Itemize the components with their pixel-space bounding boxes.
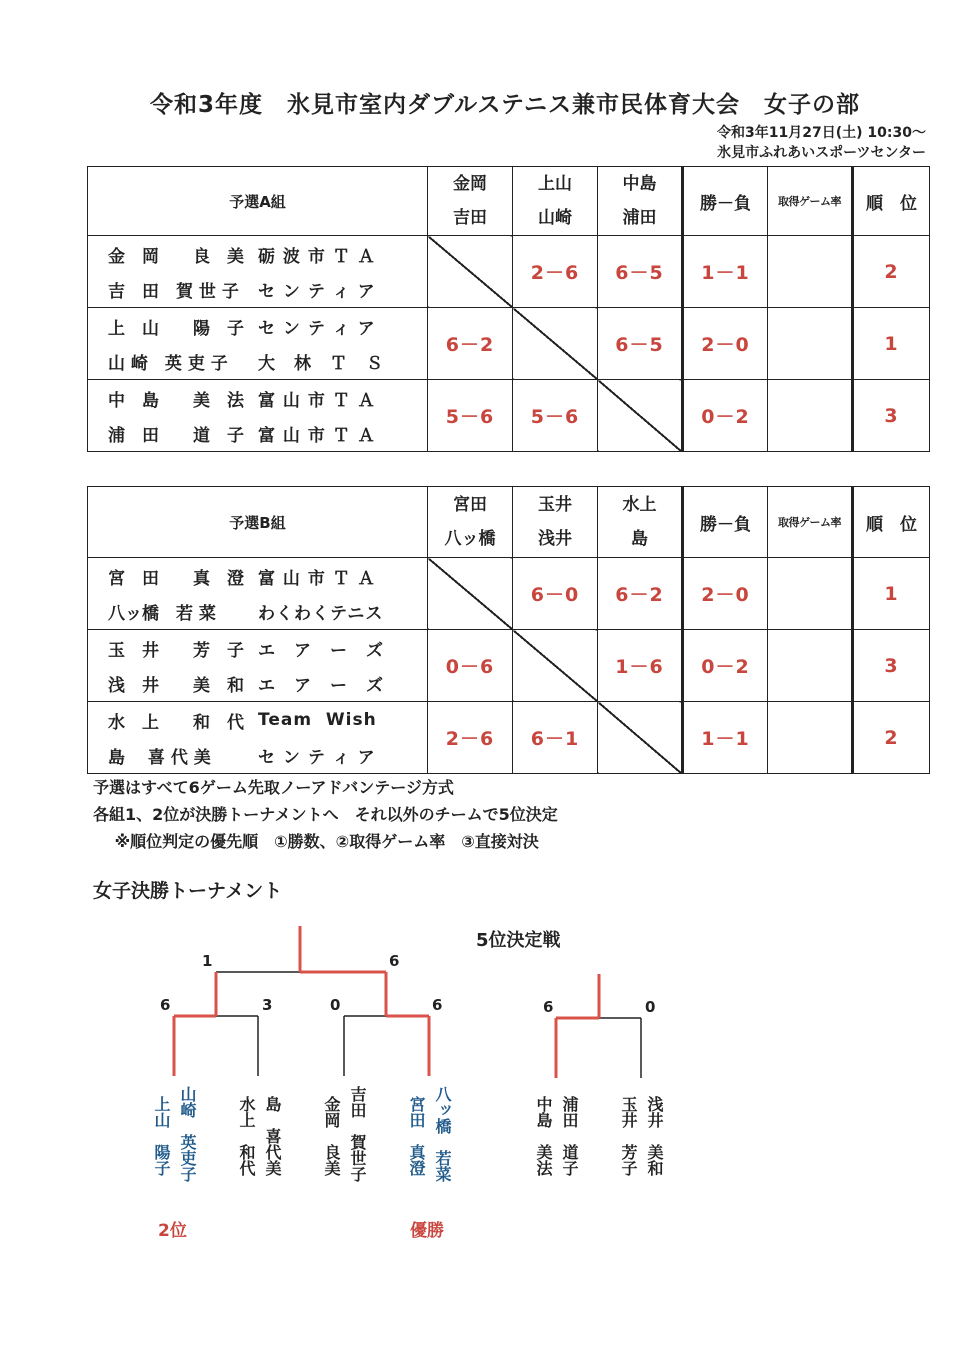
- game-rate-header: 取得ゲーム率: [768, 167, 853, 236]
- player-pair: 宮 田 真 澄 富 山 市 Ｔ Ａ 八ッ橋 若 菜 わくわくテニス: [88, 558, 428, 630]
- player-pair: 中 島 美 法 富 山 市 Ｔ Ａ 浦 田 道 子 富 山 市 Ｔ Ａ: [88, 380, 428, 452]
- player-pair: 玉 井 芳 子 エ ア ー ズ 浅 井 美 和 エ ア ー ズ: [88, 630, 428, 702]
- group-b-opponent-2: 玉井 浅井: [513, 487, 598, 558]
- score-cell: 1－6: [598, 630, 683, 702]
- rank-header: 順 位: [853, 167, 930, 236]
- final-score-right: 6: [389, 952, 400, 970]
- win-loss-header: 勝－負: [683, 487, 768, 558]
- entry-name: 山崎 英吏子: [178, 1086, 197, 1182]
- final-score-left: 1: [202, 952, 213, 970]
- score-cell: 2－6: [428, 702, 513, 774]
- win-loss-cell: 2－0: [683, 558, 768, 630]
- player-pair: 上 山 陽 子 セ ン テ ィ ア 山 崎 英 吏 子 大 林 Ｔ Ｓ: [88, 308, 428, 380]
- winner-label: 優勝: [410, 1221, 444, 1241]
- entry-name: 吉田 賀世子: [348, 1086, 367, 1182]
- entry-name: 金岡 良美: [322, 1096, 341, 1176]
- rule-note-2: 各組1、2位が決勝トーナメントへ それ以外のチームで5位決定: [93, 805, 558, 824]
- rank-cell: 1: [853, 308, 930, 380]
- score-cell: 6－2: [428, 308, 513, 380]
- entry-name: 水上 和代: [237, 1096, 256, 1176]
- group-b-label: 予選B組: [88, 487, 428, 558]
- tournament-title: 女子決勝トーナメント: [93, 880, 283, 902]
- win-loss-header: 勝－負: [683, 167, 768, 236]
- rank-cell: 2: [853, 702, 930, 774]
- win-loss-cell: 2－0: [683, 308, 768, 380]
- entry-name: 宮田 真澄: [407, 1096, 426, 1176]
- semi-score: 0: [330, 996, 341, 1014]
- entry-name: 八ッ橋 若菜: [433, 1086, 452, 1182]
- group-a-label: 予選A組: [88, 167, 428, 236]
- semi-score: 6: [160, 996, 171, 1014]
- game-rate-header: 取得ゲーム率: [768, 487, 853, 558]
- placement-score: 6: [543, 998, 554, 1016]
- runner-up-label: 2位: [158, 1221, 187, 1241]
- semi-score: 3: [262, 996, 273, 1014]
- rule-note-1: 予選はすべて6ゲーム先取ノーアドバンテージ方式: [93, 778, 454, 797]
- score-cell: 0－6: [428, 630, 513, 702]
- rank-cell: 2: [853, 236, 930, 308]
- win-loss-cell: 0－2: [683, 630, 768, 702]
- event-date: 令和3年11月27日(土) 10:30～: [717, 125, 926, 141]
- score-cell: 6－5: [598, 308, 683, 380]
- score-cell: 5－6: [513, 380, 598, 452]
- entry-name: 島 喜代美: [263, 1096, 282, 1176]
- placement-title: 5位決定戦: [476, 930, 561, 951]
- entry-name: 上山 陽子: [152, 1096, 171, 1176]
- win-loss-cell: 0－2: [683, 380, 768, 452]
- group-a-opponent-2: 上山 山崎: [513, 167, 598, 236]
- score-cell: 5－6: [428, 380, 513, 452]
- page-title: 令和3年度 氷見市室内ダブルステニス兼市民体育大会 女子の部: [149, 92, 860, 118]
- score-cell: 2－6: [513, 236, 598, 308]
- rank-cell: 3: [853, 630, 930, 702]
- score-cell: 6－5: [598, 236, 683, 308]
- entry-name: 浅井 美和: [645, 1096, 664, 1176]
- score-cell: 6－2: [598, 558, 683, 630]
- win-loss-cell: 1－1: [683, 236, 768, 308]
- group-a-opponent-1: 金岡 吉田: [428, 167, 513, 236]
- placement-score: 0: [645, 998, 656, 1016]
- group-a-opponent-3: 中島 浦田: [598, 167, 683, 236]
- rank-cell: 1: [853, 558, 930, 630]
- player-pair: 金 岡 良 美 砺 波 市 Ｔ Ａ 吉 田 賀 世 子 セ ン テ ィ ア: [88, 236, 428, 308]
- player-pair: 水 上 和 代 Team Wish 島 喜 代 美 セ ン テ ィ ア: [88, 702, 428, 774]
- win-loss-cell: 1－1: [683, 702, 768, 774]
- entry-name: 中島 美法: [534, 1096, 553, 1176]
- score-cell: 6－0: [513, 558, 598, 630]
- group-b-opponent-1: 宮田 八ッ橋: [428, 487, 513, 558]
- score-cell: 6－1: [513, 702, 598, 774]
- group-b-opponent-3: 水上 島: [598, 487, 683, 558]
- entry-name: 玉井 芳子: [619, 1096, 638, 1176]
- rule-note-3: ※順位判定の優先順 ①勝数、②取得ゲーム率 ③直接対決: [93, 832, 539, 851]
- rank-header: 順 位: [853, 487, 930, 558]
- semi-score: 6: [432, 996, 443, 1014]
- rank-cell: 3: [853, 380, 930, 452]
- entry-name: 浦田 道子: [560, 1096, 579, 1176]
- event-venue: 氷見市ふれあいスポーツセンター: [717, 145, 926, 161]
